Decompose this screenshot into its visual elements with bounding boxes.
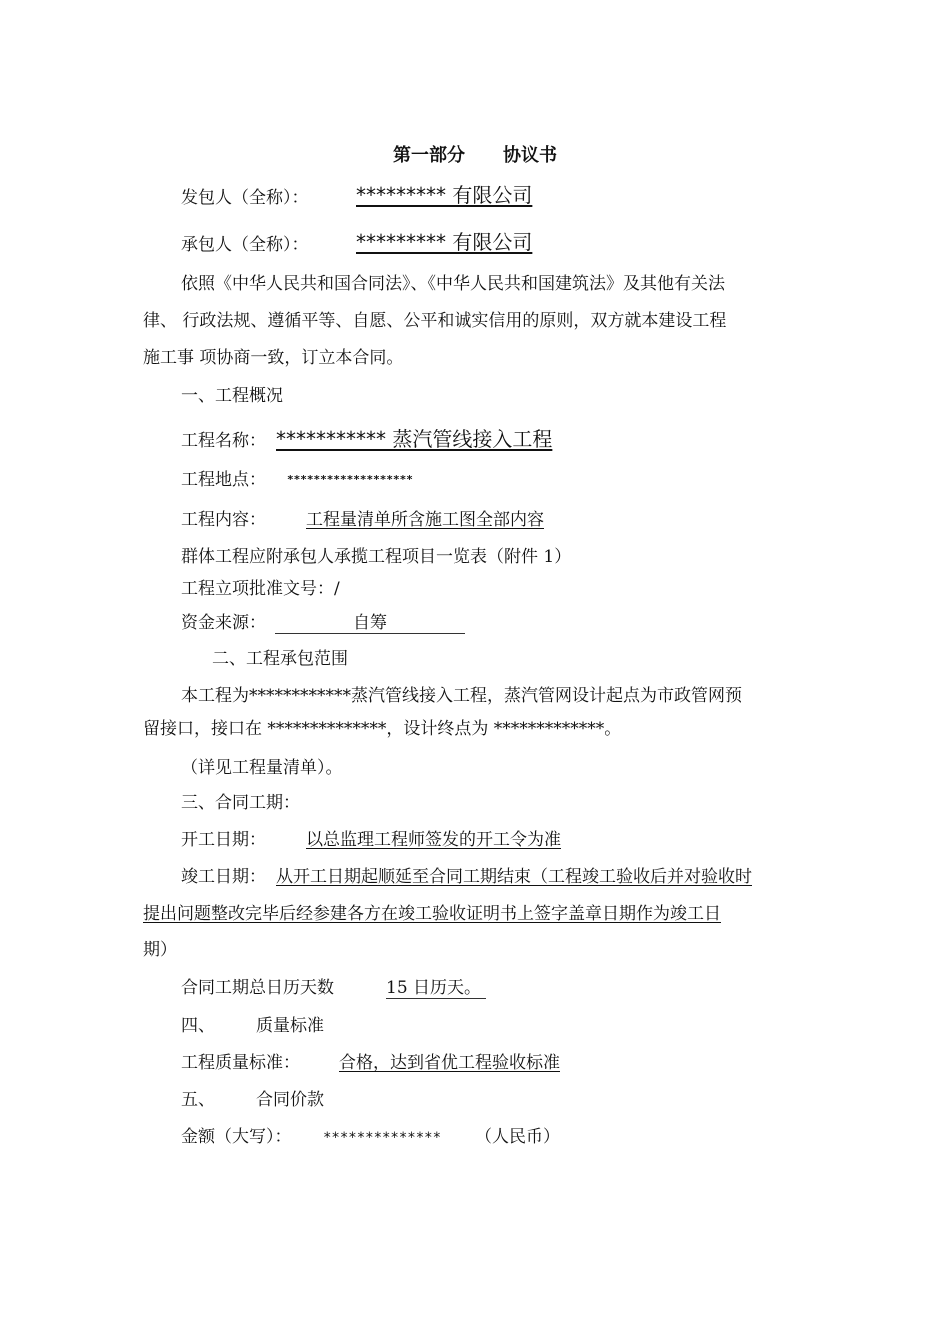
scope-line-1: 本工程为************蒸汽管线接入工程，蒸汽管网设计起点为市政管网预 xyxy=(181,686,742,706)
start-date-label: 开工日期： xyxy=(181,830,266,850)
start-date-value: 以总监理工程师签发的开工令为准 xyxy=(306,830,561,850)
total-days-field xyxy=(386,977,486,999)
amount-currency: （人民币） xyxy=(475,1127,560,1147)
section2-heading: 二、工程承包范围 xyxy=(212,649,348,669)
title-name: 协议书 xyxy=(503,145,557,166)
total-days-label: 合同工期总日历天数 xyxy=(181,978,334,998)
funding-label: 资金来源： xyxy=(181,613,266,633)
project-name-value: *********** 蒸汽管线接入工程 xyxy=(276,427,553,451)
quality-label: 工程质量标准： xyxy=(181,1053,300,1073)
preamble-line-3: 施工事 项协商一致，订立本合同。 xyxy=(143,348,404,368)
group-note: 群体工程应附承包人承揽工程项目一览表（附件 1） xyxy=(181,547,572,567)
page-title xyxy=(0,141,950,167)
project-name-label: 工程名称： xyxy=(181,431,266,451)
funding-value: 自筹 xyxy=(275,613,465,634)
section4-heading: 质量标准 xyxy=(256,1016,324,1036)
total-days-value: 15 日历天。 xyxy=(386,978,486,999)
approval-label: 工程立项批准文号：/ xyxy=(181,579,340,599)
section1-heading: 一、工程概况 xyxy=(181,386,283,406)
location-label: 工程地点： xyxy=(181,470,266,490)
end-date-value-line-2: 提出问题整改完毕后经参建各方在竣工验收证明书上签字盖章日期作为竣工日 xyxy=(143,904,721,924)
location-value: ******************* xyxy=(287,473,413,486)
preamble-line-2: 律、 行政法规、遵循平等、自愿、公平和诚实信用的原则，双方就本建设工程 xyxy=(143,311,727,331)
end-date-value-line-3: 期） xyxy=(143,940,177,960)
scope-line-3: （详见工程量清单）。 xyxy=(181,758,343,778)
quality-value: 合格，达到省优工程验收标准 xyxy=(339,1053,560,1073)
section5-num: 五、 xyxy=(181,1090,215,1110)
end-date-label: 竣工日期： xyxy=(181,867,266,887)
scope-line-2: 留接口，接口在 **************，设计终点为 *************。 xyxy=(143,719,622,739)
content-label: 工程内容： xyxy=(181,510,266,530)
contractor-row xyxy=(181,234,309,256)
employer-label: 发包人（全称）： xyxy=(181,188,309,208)
employer-row xyxy=(181,187,309,209)
end-date-value-line-1: 从开工日期起顺延至合同工期结束（工程竣工验收后并对验收时 xyxy=(276,867,752,887)
section5-heading: 合同价款 xyxy=(256,1090,324,1110)
amount-value: ************** xyxy=(323,1130,442,1146)
amount-label: 金额（大写）： xyxy=(181,1127,292,1147)
content-value: 工程量清单所含施工图全部内容 xyxy=(306,510,544,530)
employer-value: ********* 有限公司 xyxy=(356,183,533,207)
contractor-label: 承包人（全称）： xyxy=(181,235,309,255)
contractor-value: ********* 有限公司 xyxy=(356,230,533,254)
section4-num: 四、 xyxy=(181,1016,215,1036)
section3-heading: 三、合同工期： xyxy=(181,793,300,813)
title-part: 第一部分 xyxy=(393,145,465,166)
preamble-line-1: 依照《中华人民共和国合同法》、《中华人民共和国建筑法》及其他有关法 xyxy=(181,274,725,294)
funding-field xyxy=(275,612,465,634)
